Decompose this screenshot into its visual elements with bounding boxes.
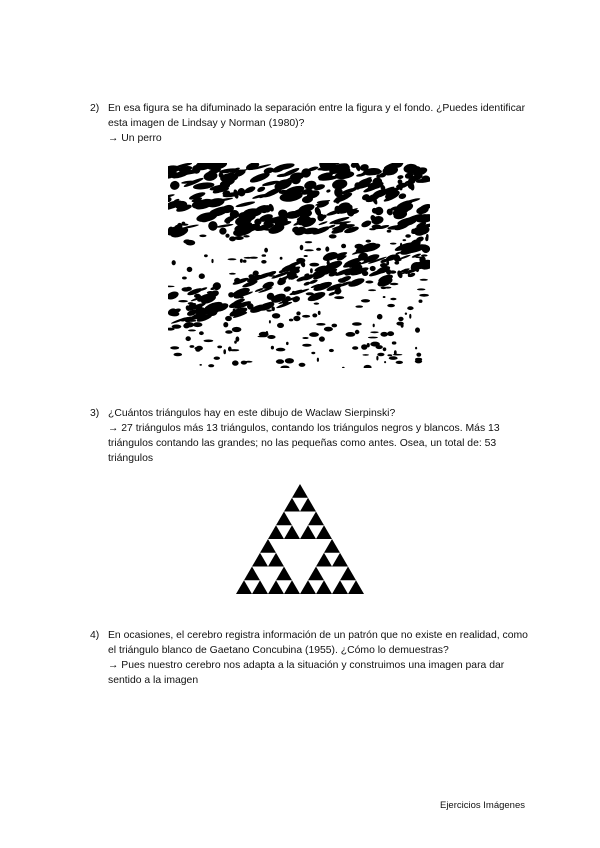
image-speckle: [387, 230, 392, 233]
image-speckle: [285, 358, 294, 363]
sierpinski-small-triangle: [308, 512, 324, 526]
sierpinski-small-triangle: [252, 580, 268, 594]
sierpinski-small-triangle: [268, 525, 284, 539]
image-speckle: [186, 336, 191, 341]
image-speckle: [389, 356, 398, 360]
image-speckle: [232, 360, 239, 365]
image-speckle: [338, 278, 346, 283]
image-speckle: [170, 346, 179, 349]
image-speckle: [204, 254, 208, 257]
sierpinski-small-triangle: [316, 553, 332, 567]
image-speckle: [387, 331, 394, 336]
image-speckle: [272, 307, 275, 312]
sierpinski-small-triangle: [284, 580, 300, 594]
sierpinski-small-triangle: [276, 512, 292, 526]
image-speckle: [329, 349, 334, 352]
page-footer: Ejercicios Imágenes: [439, 800, 525, 811]
image-speckle: [341, 272, 350, 274]
image-speckle: [302, 344, 311, 347]
image-speckle: [208, 364, 214, 367]
image-speckle: [201, 308, 203, 312]
image-speckle: [370, 331, 378, 333]
image-speckle: [199, 331, 204, 335]
image-speckle: [309, 332, 319, 337]
image-speckle: [316, 248, 321, 251]
image-speckle: [188, 329, 196, 331]
image-speckle: [277, 323, 284, 328]
image-speckle: [394, 261, 399, 264]
image-speckle: [187, 267, 193, 272]
image-speckle: [289, 319, 293, 322]
image-speckle: [419, 294, 429, 297]
image-speckle: [373, 324, 375, 328]
sierpinski-small-triangle: [268, 580, 284, 594]
sierpinski-small-triangle: [244, 567, 260, 581]
image-speckle: [397, 259, 401, 261]
question-2: [90, 101, 530, 146]
image-speckle: [211, 259, 213, 263]
image-speckle: [420, 279, 428, 281]
image-speckle: [199, 312, 203, 316]
image-speckle: [192, 312, 197, 314]
image-speckle: [386, 260, 389, 265]
answer-text: → Un perro: [108, 133, 162, 144]
image-speckle: [304, 249, 314, 251]
image-speckle: [384, 287, 391, 289]
image-speckle: [234, 236, 244, 240]
image-speckle: [380, 332, 388, 337]
image-speckle: [182, 277, 187, 280]
image-speckle: [268, 275, 275, 277]
image-speckle: [234, 341, 237, 344]
question-text: En ocasiones, el cerebro registra información de un patrón que no existe en realidad, como el triángulo blanco de Gaetano Concubina (1955). ¿Cómo lo demuestras?: [108, 630, 528, 656]
sierpinski-small-triangle: [300, 580, 316, 594]
question-text: ¿Cuántos triángulos hay en este dibujo de Waclaw Sierpinski?: [108, 408, 396, 419]
image-speckle: [257, 336, 267, 338]
image-speckle: [302, 315, 310, 318]
image-speckle: [225, 330, 232, 334]
image-speckle: [241, 361, 247, 365]
image-speckle: [417, 244, 427, 246]
image-speckle: [190, 345, 195, 348]
image-speckle: [206, 311, 211, 314]
image-speckle: [243, 235, 249, 237]
image-speckle: [262, 254, 267, 257]
image-speckle: [362, 271, 368, 276]
image-speckle: [283, 277, 286, 280]
image-speckle: [346, 332, 356, 337]
image-speckle: [225, 234, 229, 238]
image-speckle: [300, 245, 304, 251]
sierpinski-small-triangle: [284, 498, 300, 512]
image-speckle: [172, 260, 176, 265]
image-speckle: [365, 281, 373, 284]
image-speckle: [396, 361, 403, 364]
image-speckle: [248, 274, 254, 278]
sierpinski-small-triangle: [300, 498, 316, 512]
image-speckle: [269, 320, 271, 323]
question-number: 4): [90, 630, 100, 641]
image-speckle: [312, 313, 317, 317]
image-speckle: [199, 235, 206, 238]
sierpinski-small-triangle: [332, 553, 348, 567]
dalmatian-illusion-image: [168, 163, 430, 368]
sierpinski-triangle-image: [236, 484, 364, 594]
image-speckle: [289, 273, 297, 275]
sierpinski-small-triangle: [268, 553, 284, 567]
image-speckle: [355, 244, 364, 249]
image-speckle: [299, 363, 306, 367]
image-speckle: [240, 259, 243, 263]
image-speckle: [204, 340, 214, 343]
sierpinski-small-triangle: [316, 580, 332, 594]
sierpinski-small-triangle: [236, 580, 252, 594]
image-speckle: [292, 275, 298, 278]
question-number: 2): [90, 103, 100, 114]
image-speckle: [286, 342, 289, 345]
image-speckle: [172, 325, 182, 329]
image-speckle: [244, 257, 253, 259]
question-4: [90, 628, 530, 688]
image-speckle: [318, 311, 321, 315]
image-speckle: [276, 348, 286, 352]
image-speckle: [392, 341, 397, 344]
image-speckle: [324, 327, 333, 332]
image-speckle: [361, 344, 367, 350]
image-speckle: [409, 314, 411, 319]
image-speckle: [415, 257, 422, 259]
image-speckle: [368, 337, 378, 339]
image-speckle: [390, 283, 399, 285]
image-speckle: [335, 230, 343, 233]
image-speckle: [390, 243, 397, 245]
image-speckle: [276, 359, 284, 364]
sierpinski-small-triangle: [340, 567, 356, 581]
image-speckle: [199, 273, 205, 279]
image-speckle: [217, 346, 222, 349]
image-speckle: [266, 310, 272, 312]
image-speckle: [352, 346, 358, 350]
sierpinski-small-triangle: [260, 539, 276, 553]
image-speckle: [199, 364, 202, 366]
image-speckle: [407, 306, 413, 310]
image-speckle: [421, 254, 428, 256]
image-speckle: [229, 273, 236, 275]
image-speckle: [292, 291, 295, 295]
image-speckle: [243, 260, 247, 263]
sierpinski-small-triangle: [300, 525, 316, 539]
image-speckle: [187, 320, 197, 322]
image-speckle: [332, 324, 338, 328]
image-speckle: [387, 354, 392, 356]
image-speckle: [376, 356, 378, 361]
image-speckle: [415, 347, 417, 350]
image-speckle: [203, 315, 207, 319]
image-speckle: [214, 357, 220, 360]
question-text: En esa figura se ha difuminado la separación entre la figura y el fondo. ¿Puedes identificar esta imagen de Lindsay y Norman (1980)?: [108, 103, 526, 129]
image-speckle: [304, 255, 308, 257]
image-speckle: [341, 244, 346, 249]
sierpinski-small-triangle: [284, 525, 300, 539]
image-speckle: [415, 327, 420, 332]
image-speckle: [181, 224, 189, 226]
image-speckle: [401, 245, 410, 247]
image-speckle: [327, 260, 330, 265]
image-speckle: [377, 353, 384, 356]
sierpinski-small-triangle: [308, 567, 324, 581]
image-speckle: [366, 240, 371, 243]
image-speckle: [370, 266, 376, 271]
image-speckle: [184, 322, 194, 327]
image-speckle: [355, 330, 360, 334]
image-speckle: [264, 229, 273, 231]
answer-text: → 27 triángulos más 13 triángulos, contando los triángulos negros y blancos. Más 13 triángulos contando las grandes; no las pequeñas como antes. Osea, un total de: 53 triángulos: [108, 423, 500, 464]
image-speckle: [368, 289, 376, 291]
image-speckle: [416, 267, 420, 272]
image-speckle: [396, 322, 403, 326]
sierpinski-small-triangle: [324, 539, 340, 553]
image-speckle: [415, 358, 422, 361]
image-speckle: [266, 331, 268, 335]
image-speckle: [280, 257, 283, 260]
image-speckle: [383, 347, 387, 351]
image-speckle: [293, 268, 300, 273]
image-speckle: [305, 241, 312, 243]
question-number: 3): [90, 408, 100, 419]
image-speckle: [306, 292, 314, 295]
sierpinski-small-triangle: [332, 580, 348, 594]
image-speckle: [310, 268, 313, 273]
image-speckle: [178, 300, 188, 302]
image-speckle: [384, 361, 386, 363]
image-speckle: [329, 234, 337, 238]
image-speckle: [352, 322, 362, 326]
image-speckle: [314, 303, 320, 305]
image-speckle: [387, 304, 395, 307]
sierpinski-small-triangle: [276, 567, 292, 581]
image-speckle: [405, 234, 411, 238]
image-speckle: [193, 322, 203, 327]
image-speckle: [416, 353, 421, 357]
image-speckle: [393, 354, 403, 356]
sierpinski-small-triangle: [252, 553, 268, 567]
answer-text: → Pues nuestro cerebro nos adapta a la situación y construimos una imagen para dar sentido a la imagen: [108, 660, 505, 686]
image-speckle: [174, 353, 183, 357]
image-speckle: [264, 248, 268, 253]
image-speckle: [186, 287, 192, 291]
image-speckle: [325, 246, 329, 251]
image-speckle: [170, 312, 180, 317]
image-speckle: [383, 296, 386, 298]
image-speckle: [296, 258, 305, 263]
image-speckle: [404, 269, 408, 273]
image-speckle: [380, 263, 387, 268]
image-speckle: [261, 260, 266, 264]
image-speckle: [272, 313, 280, 318]
image-speckle: [232, 327, 242, 332]
image-speckle: [362, 354, 369, 356]
image-speckle: [334, 296, 344, 299]
image-speckle: [207, 291, 214, 294]
image-speckle: [425, 236, 428, 241]
image-speckle: [317, 358, 319, 362]
sierpinski-small-triangle: [348, 580, 364, 594]
image-speckle: [229, 349, 239, 351]
image-speckle: [419, 300, 423, 303]
image-speckle: [311, 352, 315, 354]
image-speckle: [233, 308, 236, 312]
image-speckle: [376, 345, 383, 349]
image-speckle: [355, 305, 363, 307]
image-speckle: [288, 274, 291, 279]
sierpinski-small-triangle: [316, 525, 332, 539]
image-speckle: [196, 346, 203, 351]
image-speckle: [408, 272, 410, 277]
sierpinski-small-triangle: [292, 484, 308, 498]
image-speckle: [267, 335, 275, 339]
image-speckle: [223, 349, 226, 354]
image-speckle: [319, 336, 325, 341]
image-speckle: [194, 294, 201, 298]
image-speckle: [239, 297, 244, 299]
image-speckle: [361, 299, 370, 302]
image-speckle: [336, 287, 341, 291]
image-speckle: [271, 346, 274, 350]
image-speckle: [286, 296, 291, 300]
image-speckle: [369, 228, 376, 230]
image-speckle: [306, 224, 308, 227]
image-speckle: [309, 263, 319, 267]
image-speckle: [228, 258, 237, 260]
image-speckle: [225, 316, 232, 321]
image-speckle: [417, 288, 426, 290]
image-speckle: [351, 269, 354, 271]
image-speckle: [316, 323, 325, 326]
image-speckle: [389, 270, 396, 273]
image-speckle: [228, 292, 234, 297]
image-speckle: [398, 317, 403, 321]
image-speckle: [415, 232, 424, 236]
image-speckle: [293, 316, 300, 321]
image-speckle: [377, 314, 383, 320]
image-speckle: [296, 311, 300, 315]
image-speckle: [183, 239, 191, 243]
image-speckle: [188, 302, 194, 305]
image-speckle: [234, 278, 240, 284]
image-speckle: [405, 313, 407, 315]
image-speckle: [403, 239, 407, 241]
image-speckle: [302, 337, 308, 339]
image-speckle: [390, 298, 396, 301]
image-speckle: [223, 322, 228, 327]
question-3: [90, 406, 530, 466]
